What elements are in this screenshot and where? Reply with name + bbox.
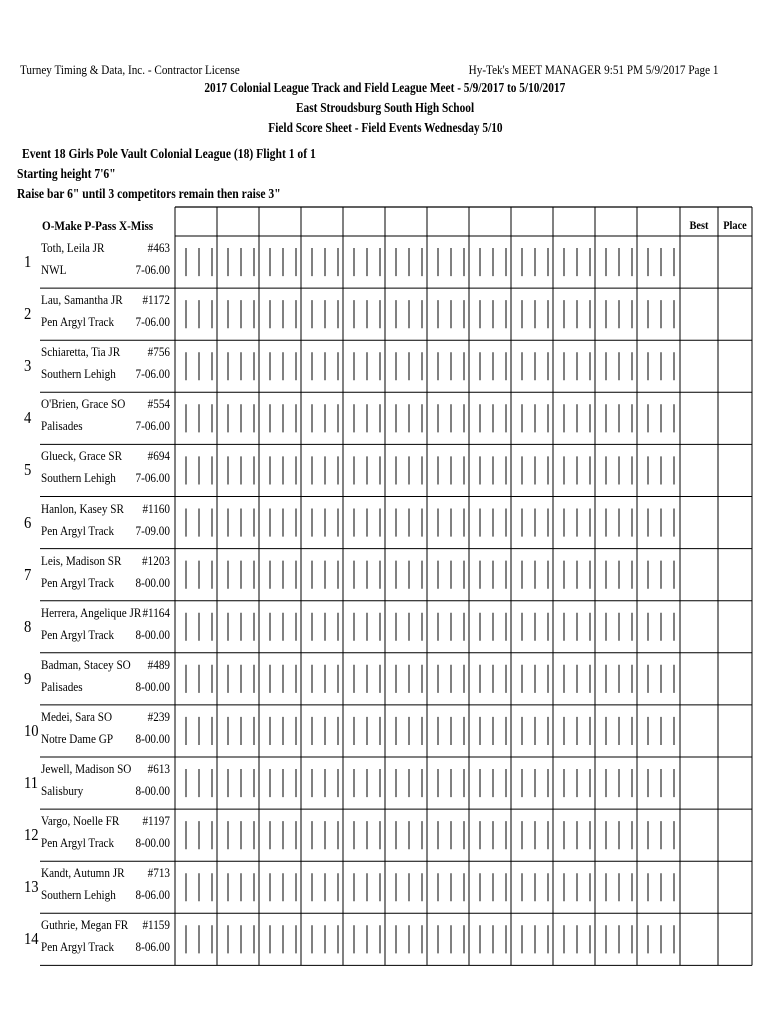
athlete-bib: #1159 xyxy=(142,917,170,933)
flight-order-number: 3 xyxy=(24,356,32,376)
athlete-team: Southern Lehigh xyxy=(41,366,116,382)
athlete-name: Guthrie, Megan FR xyxy=(41,917,129,933)
athlete-team: Pen Argyl Track xyxy=(41,574,115,590)
athlete-team: Palisades xyxy=(41,418,83,434)
athlete-seed-mark: 8-00.00 xyxy=(135,783,170,798)
athlete-bib: #489 xyxy=(147,656,170,672)
athlete-seed-mark: 7-06.00 xyxy=(135,366,170,382)
flight-order-number: 8 xyxy=(24,616,32,636)
athlete-bib: #713 xyxy=(147,865,170,881)
place-column-header: Place xyxy=(723,218,747,232)
athlete-team: Pen Argyl Track xyxy=(41,939,115,955)
athlete-team: NWL xyxy=(41,262,67,277)
athlete-team: Southern Lehigh xyxy=(41,470,116,486)
athlete-name: Medei, Sara SO xyxy=(41,708,113,724)
athlete-bib: #1197 xyxy=(142,813,170,829)
athlete-team: Southern Lehigh xyxy=(41,887,116,903)
athlete-name: Vargo, Noelle FR xyxy=(41,813,120,829)
flight-order-number: 5 xyxy=(24,460,32,480)
athlete-seed-mark: 7-09.00 xyxy=(135,522,170,538)
header-contractor-license: Turney Timing & Data, Inc. - Contractor License xyxy=(20,62,240,77)
flight-order-number: 10 xyxy=(24,720,39,740)
flight-order-number: 2 xyxy=(24,304,32,324)
athlete-bib: #1160 xyxy=(142,500,170,516)
athlete-name: Schiaretta, Tia JR xyxy=(41,344,121,360)
athlete-team: Pen Argyl Track xyxy=(41,314,115,330)
athlete-seed-mark: 7-06.00 xyxy=(135,314,170,330)
flight-order-number: 12 xyxy=(24,825,39,845)
best-column-header: Best xyxy=(689,218,709,232)
athlete-name: Lau, Samantha JR xyxy=(41,292,123,308)
athlete-bib: #554 xyxy=(147,396,170,412)
flight-order-number: 7 xyxy=(24,564,32,584)
athlete-team: Notre Dame GP xyxy=(41,730,114,746)
athlete-name: Hanlon, Kasey SR xyxy=(41,500,124,516)
meet-title: 2017 Colonial League Track and Field League Meet - 5/9/2017 to 5/10/2017 xyxy=(204,80,566,95)
athlete-name: O'Brien, Grace SO xyxy=(41,396,126,412)
athlete-seed-mark: 7-06.00 xyxy=(135,418,170,434)
athlete-bib: #1172 xyxy=(142,292,170,308)
athlete-seed-mark: 8-06.00 xyxy=(135,939,170,955)
athlete-team: Pen Argyl Track xyxy=(41,835,115,851)
flight-order-number: 1 xyxy=(24,252,32,271)
starting-height: Starting height 7'6" xyxy=(17,166,116,181)
athlete-seed-mark: 8-00.00 xyxy=(135,574,170,590)
athlete-bib: #463 xyxy=(147,240,170,255)
event-title: Event 18 Girls Pole Vault Colonial League (18) Flight 1 of 1 xyxy=(22,146,316,161)
athlete-team: Salisbury xyxy=(41,783,84,798)
athlete-seed-mark: 8-00.00 xyxy=(135,730,170,746)
header-meet-manager-info: Hy-Tek's MEET MANAGER 9:51 PM 5/9/2017 Page 1 xyxy=(468,62,718,77)
athlete-bib: #756 xyxy=(147,344,170,360)
flight-order-number: 6 xyxy=(24,512,32,532)
athlete-name: Kandt, Autumn JR xyxy=(41,865,125,881)
athlete-name: Glueck, Grace SR xyxy=(41,448,123,464)
athlete-bib: #239 xyxy=(147,708,170,724)
sheet-title: Field Score Sheet - Field Events Wednesday 5/10 xyxy=(267,120,503,135)
athlete-team: Palisades xyxy=(41,678,83,694)
athlete-name: Toth, Leila JR xyxy=(41,240,105,255)
athlete-name: Herrera, Angelique JR xyxy=(41,604,142,620)
athlete-seed-mark: 8-06.00 xyxy=(135,887,170,903)
athlete-bib: #613 xyxy=(147,761,170,776)
athlete-name: Badman, Stacey SO xyxy=(41,656,131,672)
flight-order-number: 4 xyxy=(24,408,32,428)
flight-order-number: 14 xyxy=(24,929,39,949)
athlete-seed-mark: 8-00.00 xyxy=(135,626,170,642)
athlete-bib: #1164 xyxy=(142,604,170,620)
athlete-seed-mark: 8-00.00 xyxy=(135,835,170,851)
athlete-name: Leis, Madison SR xyxy=(41,552,122,568)
athlete-team: Pen Argyl Track xyxy=(41,522,115,538)
athlete-seed-mark: 8-00.00 xyxy=(135,678,170,694)
athlete-bib: #1203 xyxy=(142,552,170,568)
raise-bar-rule: Raise bar 6" until 3 competitors remain then raise 3" xyxy=(17,186,281,201)
athlete-seed-mark: 7-06.00 xyxy=(135,262,170,277)
attempt-legend: O-Make P-Pass X-Miss xyxy=(42,218,154,233)
flight-order-number: 9 xyxy=(24,668,32,688)
flight-order-number: 11 xyxy=(24,773,39,792)
athlete-team: Pen Argyl Track xyxy=(41,626,115,642)
athlete-name: Jewell, Madison SO xyxy=(41,761,132,776)
athlete-seed-mark: 7-06.00 xyxy=(135,470,170,486)
flight-order-number: 13 xyxy=(24,877,39,897)
host-school: East Stroudsburg South High School xyxy=(295,100,475,115)
athlete-bib: #694 xyxy=(147,448,170,464)
